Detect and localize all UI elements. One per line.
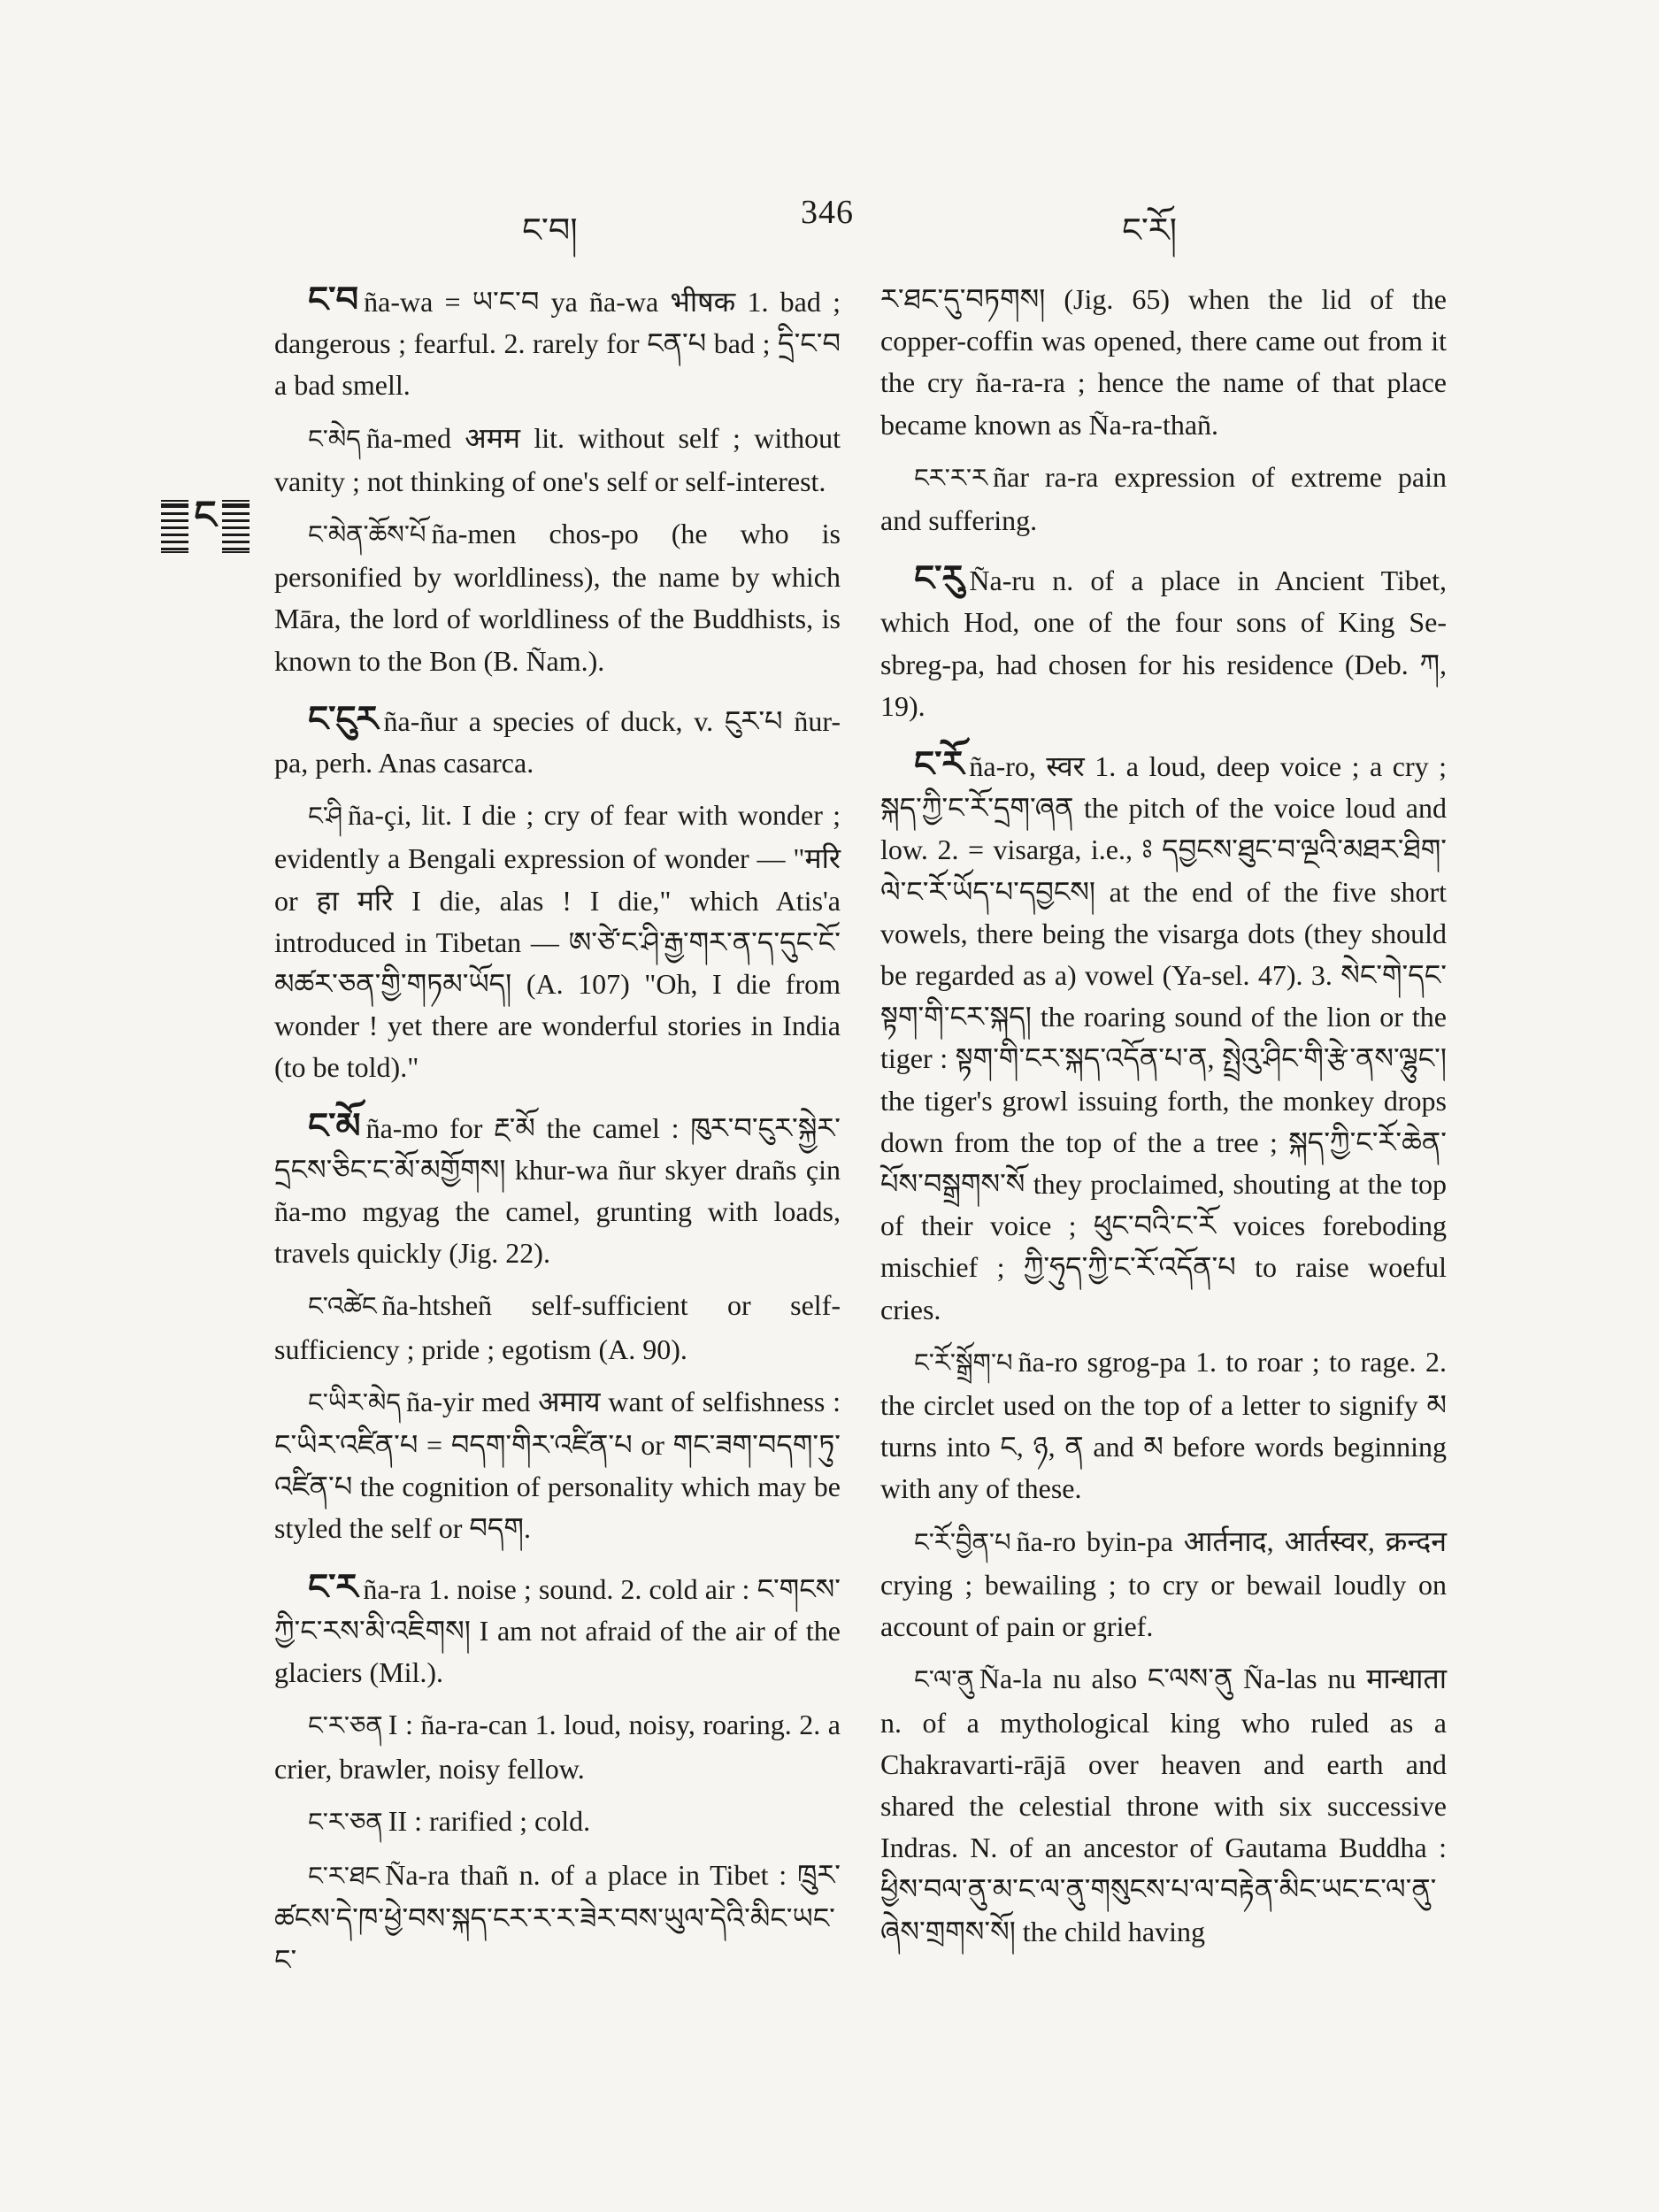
header-left-guideword: ང་བ། (522, 212, 578, 250)
entry-headword: ང་རོ་སྒྲོག་པ (914, 1348, 1013, 1378)
entry-text: ña-med अमम lit. without self ; without vanity ; not thinking of one's self or self-interest. (274, 421, 841, 497)
entry-text: ña-men chos-po (he who is personified by worldliness), the name by which Māra, the lord of worldliness of the Buddhists, is known to the Bon (B. Ñam.). (274, 518, 841, 677)
entry-headword: ང་བ (308, 280, 359, 319)
dictionary-entry (880, 557, 1447, 727)
entry-headword: ང་རོ (914, 744, 964, 785)
entry-headword: ང་མེད (308, 425, 361, 454)
dictionary-entry (274, 1801, 841, 1844)
entry-headword: ང་ངུར (308, 698, 379, 739)
entry-text: ña-htsheñ self-sufficient or self-sufficiency ; pride ; egotism (A. 90). (274, 1289, 841, 1365)
entry-text: II : rarified ; cold. (388, 1804, 591, 1837)
entry-headword: ང་ལ་ནུ (914, 1666, 974, 1695)
dictionary-entry (274, 1704, 841, 1789)
dictionary-entry (274, 795, 841, 1088)
entry-headword: ང་ར (308, 1566, 358, 1607)
entry-headword: ང་མེན་ཆོས་པོ (308, 521, 426, 550)
entry-headword: ངར་ར་ར (914, 464, 988, 493)
page-number: 346 (801, 194, 854, 231)
entry-headword: ང་ཤི (308, 803, 343, 832)
entry-text: Ña-la nu also ང་ལས་ནུ Ña-las nu मान्धाता n. of a mythological king who ruled as a Chakravarti-rājā over heaven and earth and shared the celestial throne with six successive Indras. N. of an ancestor of Gautama Buddha : ཕྱིས་བལ་ནུ་མ་ང་ལ་ནུ་གསུངས་པ་ལ་བརྟེན་མིང་ཡང་ང་ལ་ནུ་ཞེས་གྲགས་སོ། the child having (880, 1663, 1447, 1947)
entry-text: ña-çi, lit. I die ; cry of fear with wonder ; evidently a Bengali expression of wonder — "मरि or हा मरि I die, alas ! I die," which Atis'a introduced in Tibetan — ཨ་ཙེ་ང་ཤི་རྒྱ་གར་ན་ད་དུང་ངོ་མཚར་ཅན་གྱི་གཏམ་ཡོད། (A. 107) "Oh, I die from wonder ! yet there are wonderful stories in India (to be told)." (274, 799, 841, 1084)
entry-text: ña-ro sgrog-pa 1. to roar ; to rage. 2. the circlet used on the top of a letter to signify མ turns into ང, ཉ, ན and མ before words beginning with any of these. (880, 1345, 1447, 1505)
header-right-guideword: ང་རོ། (1122, 212, 1178, 250)
dictionary-entry (880, 1521, 1447, 1648)
dictionary-entry (274, 1105, 841, 1275)
entry-text: ña-ro byin-pa आर्तनाद, आर्तस्वर, क्रन्दन crying ; bewailing ; to cry or bewail loudly on account of pain or grief. (880, 1525, 1447, 1643)
dictionary-entry (274, 698, 841, 784)
dictionary-entry (274, 1381, 841, 1550)
entry-text: Ña-ru n. of a place in Ancient Tibet, which Hod, one of the four sons of King Se-sbreg-pa, had chosen for his residence (Deb. ཀ, 19). (880, 565, 1447, 722)
entry-text: Ña-ra thañ n. of a place in Tibet : ཁྲུར་ཚངས་དེ་ཁ་ཕྱེ་བས་སྐད་ངར་ར་ར་ཟེར་བས་ཡུལ་དེའི་མིང་ཡང་ང་ (274, 1858, 841, 1977)
page-header (0, 193, 1659, 250)
entry-text: ña-ñur a species of duck, v. ངུར་པ ñur-pa, perh. Anas casarca. (274, 704, 841, 780)
section-thumb-marker (161, 494, 250, 553)
entry-text: ña-ra 1. noise ; sound. 2. cold air : ང་གངས་ཀྱི་ང་རས་མི་འཇིགས། I am not afraid of the air of the glaciers (Mil.). (274, 1572, 841, 1689)
entry-text: I : ña-ra-can 1. loud, noisy, roaring. 2. a crier, brawler, noisy fellow. (274, 1709, 841, 1785)
right-column (880, 279, 1447, 1963)
dictionary-entry (880, 1658, 1447, 1952)
dictionary-entry-continued (880, 279, 1447, 446)
entry-headword: ང་ར་ཅན (308, 1712, 383, 1741)
entry-text: ña-yir med अमाय want of selfishness : ང་ཡིར་འཛིན་པ = བདག་གིར་འཛིན་པ or གང་ཟག་བདག་ཏུ་འཛིན་པ the cognition of personality which may be styled the self or བདག. (274, 1385, 841, 1545)
dictionary-entry (880, 743, 1447, 1331)
entry-text: ña-ro, स्वर 1. a loud, deep voice ; a cry ; སྐད་ཀྱི་ང་རོ་དྲག་ཞན the pitch of the voice loud and low. 2. = visarga, i.e., ཿ དབྱངས་ཐུང་བ་ལྔའི་མཐར་ཐིག་ལེ་ང་རོ་ཡོད་པ་དབྱངས། at the end of the five short vowels, there being the visarga dots (they should be regarded as a) vowel (Ya-sel. 47). 3. སེང་གེ་དང་སྟག་གི་ངར་སྐད། the roaring sound of the lion or the tiger : སྟག་གི་ངར་སྐད་འདོན་པ་ན, སྤྲེའུ་ཤིང་གི་རྩེ་ནས་ལྷུང་། the tiger's growl issuing forth, the monkey drops down from the top of the a tree ; སྐད་ཀྱི་ང་རོ་ཆེན་པོས་བསྒྲགས་སོ they proclaimed, shouting at the top of their voice ; ཕུང་བའི་ང་རོ voices foreboding mischief ; ཀྱི་ཧུད་ཀྱི་ང་རོ་འདོན་པ to raise woeful cries. (880, 750, 1447, 1325)
dictionary-entry (880, 457, 1447, 541)
entry-headword: ང་ཡིར་མེད (308, 1388, 402, 1417)
entry-headword: ང་ར་ཅན (308, 1808, 383, 1837)
dictionary-entry (274, 1855, 841, 1982)
entry-text: ñar ra-ra expression of extreme pain and suffering. (880, 460, 1447, 537)
left-column (274, 279, 841, 1993)
entry-headword: ང་རུ (914, 558, 964, 599)
dictionary-entry (274, 418, 841, 503)
dictionary-entry (274, 1566, 841, 1694)
entry-headword: ང་མོ (308, 1105, 361, 1146)
dictionary-entry (880, 1341, 1447, 1510)
dictionary-entry (274, 279, 841, 407)
dictionary-entry (274, 1285, 841, 1370)
entry-headword: ང་རོ་བྱིན་པ (914, 1528, 1011, 1557)
entry-headword: ང་ར་ཐང (308, 1862, 380, 1891)
entry-headword: ང་འཚེང (308, 1293, 377, 1322)
section-letter: ང (188, 472, 221, 581)
entry-text: ña-wa = ཡ་ང་བ ya ña-wa भीषक 1. bad ; dangerous ; fearful. 2. rarely for ངན་པ bad ; དྲི་ང་བ a bad smell. (274, 286, 841, 402)
entry-text: ña-mo for རྔ་མོ the camel : ཁུར་བ་ངུར་སྐྱེར་དྲངས་ཅིང་ང་མོ་མགྱོགས། khur-wa ñur skyer drañs çin ña-mo mgyag the camel, grunting with loads, travels quickly (Jig. 22). (274, 1111, 841, 1270)
dictionary-entry (274, 513, 841, 682)
entry-text: ར་ཐང་དུ་བཏགས། (Jig. 65) when the lid of the copper-coffin was opened, there came out from it the cry ña-ra-ra ; hence the name of that place became known as Ña-ra-thañ. (880, 283, 1447, 441)
